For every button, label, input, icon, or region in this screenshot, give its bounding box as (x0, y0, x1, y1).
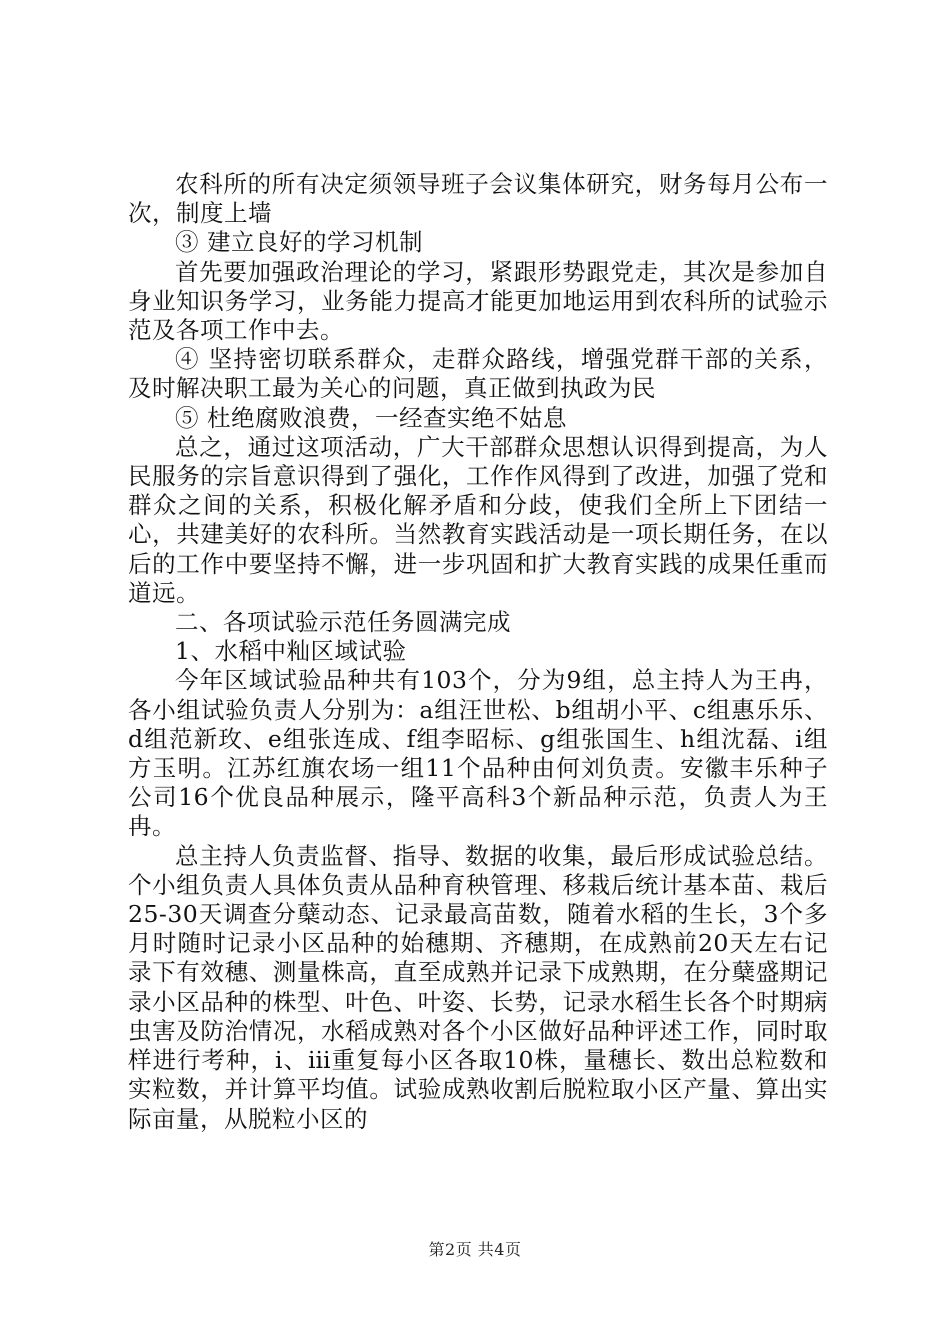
paragraph-heading-mass-line: ④ 坚持密切联系群众，走群众路线，增强党群干部的关系，及时解决职工最为关心的问题，真正做到执政为民 (128, 345, 828, 403)
paragraph-political-study: 首先要加强政治理论的学习，紧跟形势跟党走，其次是参加自身业知识务学习，业务能力提高才能更加地运用到农科所的试验示范及各项工作中去。 (128, 257, 828, 345)
paragraph-summary: 总之，通过这项活动，广大干部群众思想认识得到提高，为人民服务的宗旨意识得到了强化，工作作风得到了改进，加强了党和群众之间的关系，积极化解矛盾和分歧，使我们全所上下团结一心，共建美好的农科所。当然教育实践活动是一项长期任务，在以后的工作中要坚持不懈，进一步巩固和扩大教育实践的成果任重而道远。 (128, 432, 828, 607)
paragraph-trial-groups: 今年区域试验品种共有103个，分为9组，总主持人为王冉，各小组试验负责人分别为：a组汪世松、b组胡小平、c组惠乐乐、d组范新玫、e组张连成、f组李昭标、g组张国生、h组沈磊、i组方玉明。江苏红旗农场一组11个品种由何刘负责。安徽丰乐种子公司16个优良品种展示，隆平高科3个新品种示范，负责人为王冉。 (128, 666, 828, 841)
document-body (128, 170, 828, 1134)
section-heading-trials: 二、各项试验示范任务圆满完成 (175, 608, 511, 637)
paragraph-heading-learning-mechanism: ③ 建立良好的学习机制 (175, 228, 423, 257)
paragraph-trial-procedure: 总主持人负责监督、指导、数据的收集，最后形成试验总结。个小组负责人具体负责从品种育秧管理、移栽后统计基本苗、栽后25-30天调查分蘖动态、记录最高苗数，随着水稻的生长，3个多月时随时记录小区品种的始穗期、齐穗期，在成熟前20天左右记录下有效穗、测量株高，直至成熟并记录下成熟期，在分蘖盛期记录小区品种的株型、叶色、叶姿、长势，记录水稻生长各个时期病虫害及防治情况，水稻成熟对各个小区做好品种评述工作，同时取样进行考种，ⅰ、ⅲ重复每小区各取10株，量穗长、数出总粒数和实粒数，并计算平均值。试验成熟收割后脱粒取小区产量、算出实际亩量，从脱粒小区的 (128, 841, 828, 1133)
page-footer: 第2页 共4页 (428, 1240, 522, 1259)
paragraph-decision-rules: 农科所的所有决定须领导班子会议集体研究，财务每月公布一次，制度上墙 (128, 170, 828, 228)
paragraph-heading-anti-corruption: ⑤ 杜绝腐败浪费，一经查实绝不姑息 (175, 403, 567, 432)
subsection-heading-rice-trial: 1、水稻中籼区域试验 (175, 637, 407, 666)
